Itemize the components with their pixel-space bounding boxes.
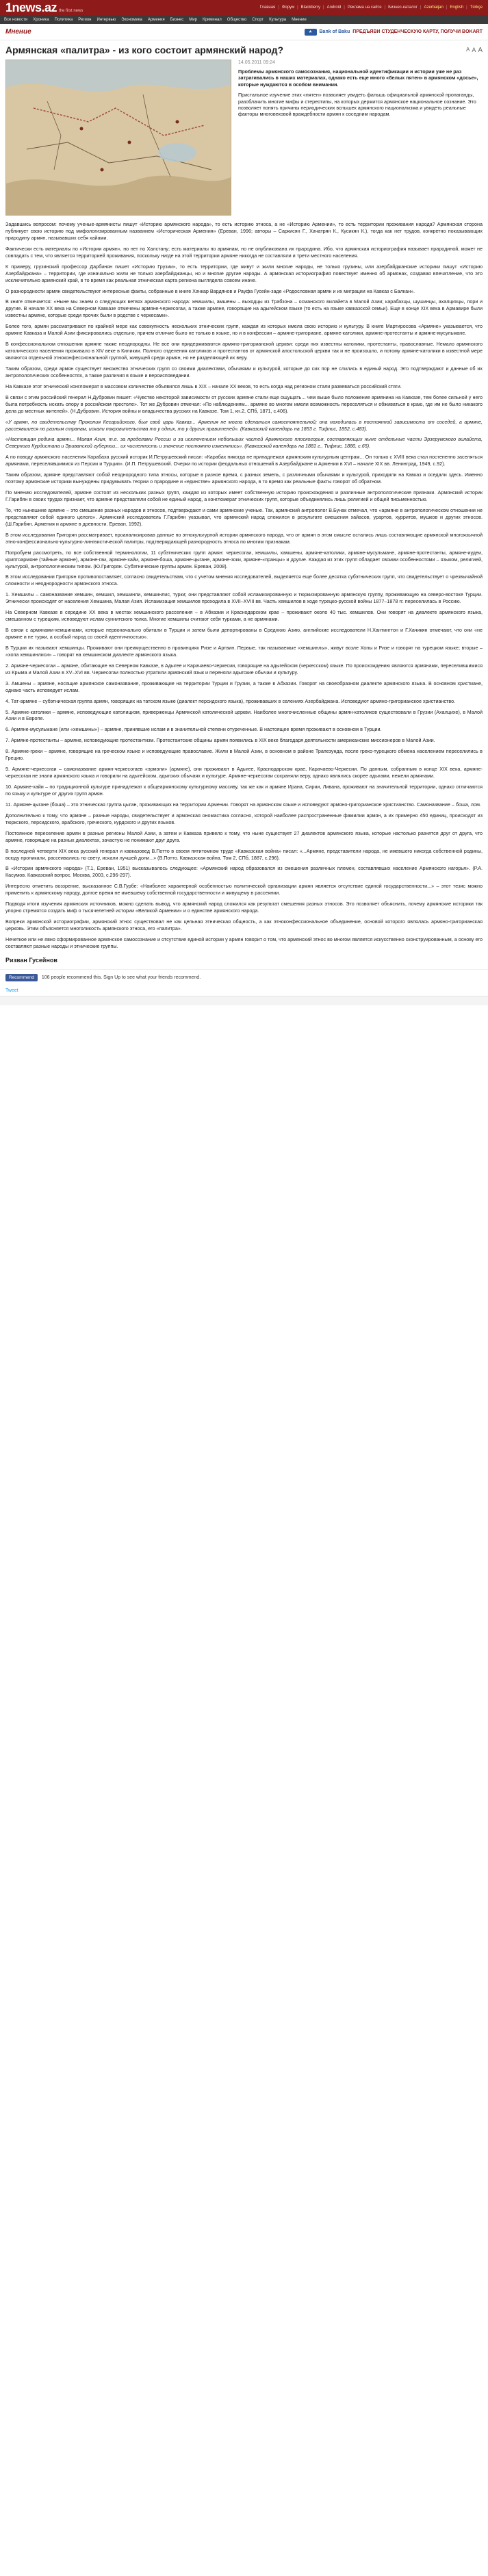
article-paragraph: В «Истории армянского народа» (Т.1, Ереван, 1951) высказывалось следующее: «Армянский народ образовался из смешения различных племен, составлявших население Армянского нагорья». (Р.А. Касумов. Кавказский вопрос. Москва, 2003, с.296-297). [5, 865, 483, 879]
article-author: Ризван Гусейнов [5, 956, 57, 964]
nav-item[interactable]: Экономика [121, 17, 142, 22]
site-header [0, 0, 488, 15]
article-lead-summary: Проблемы армянского самосознания, национальной идентификации и истории уже не раз затрагивались в наших материалах, однако есть еще много «белых пятен» в армянском «досье», которые нуждаются в особом внимании. [238, 68, 478, 88]
facebook-recommend-text: 106 people recommend this. Sign Up to see what your friends recommend. [41, 975, 201, 980]
nav-item[interactable]: Общество [227, 17, 247, 22]
article-paragraph: Вопреки армянской историографии, армянский этнос существовал не как цельная этническая общность, а как этноконфессиональное объединение, основой которого являлась армяно-григорианская церковь. Этим объясняется многоликость армянского этноса, его «палитра». [5, 918, 483, 931]
article-paragraph: Таким образом, среди армян существует множество этнических групп со своими диалектами, обычаями и культурой, которые до сих пор не слились в единый народ. Это подтверждают и данные об их антропологических особенностях, а также различия в языке и вероисповедании. [5, 365, 483, 378]
article-paragraph: «Настоящая родина армян... Малая Азия, т.е. за пределами России и за исключением небольших частей Армянского плоскогорья, составляющих ныне отдельные части Эрзерумского вилайета, Северного Курдистана и Эриванской губернии... их численность и значение постоянно изменялись». (Кавказский календарь на 1881 г., Тифлис, 1880, с.65). [5, 436, 483, 450]
article-paragraph: 6. Армяне-мусульмане (или «хемшины») – армяне, принявшие ислам и в значительной степени отуреченные. В настоящее время проживают в основном в Турции. [5, 726, 382, 733]
article-paragraph: В связи с армянами-хемшинами, которые первоначально обитали в Турции и затем были депортированы в Среднюю Азию, английские исследователи Н.Хантингтон и Г.Хачикян отмечают, что они «не армяне и не турки, а особый народ со своей идентичностью». [5, 627, 483, 640]
article-paragraph: А по поводу армянского населения Карабаха русский историк И.Петрушевский писал: «Карабах никогда не принадлежал армянским культурным центрам... Он только с XVIII века стал постепенно заселяться армянами, переселявшимися из Персии и Турции». (И.П. Петрушевский. Очерки по истории феодальных отношений в Азербайджане и Армении в XVI – начале XIX вв. Ленинград, 1949, с.92). [5, 454, 483, 467]
top-link-separator: | [384, 5, 386, 10]
article-paragraph: В последней четверти XIX века русский генерал и кавказовед В.Потто в своем пятитомном труде «Кавказская война» писал: «...Армяне, представители народа, не имевшего никогда собственной родины, всюду проникали, рассеивались по свету, искали лучшей доли...» (В.Потто. Кавказская война. Том 2, СПб, 1887, с.296). [5, 847, 483, 861]
article-paragraph: Задавшись вопросом: почему ученые-армянисты пишут «Историю армянского народа», то есть историю этноса, а не «Историю Армении», то есть территории проживания народа? Армянская сторона публикует свою историю под мифологизированным названием «Историческая Армения» (Ереван, 1996; авторы – Саркисян Г., Хачатрян К., Кусикян К.), тогда как нет трудов, конкретно показывающих прародину армян, называвших себя хайами. [5, 221, 483, 241]
nav-item[interactable]: Армения [147, 17, 165, 22]
article-paragraph: То, что нынешние армяне – это смешение разных народов и этносов, подтверждают и сами армянские ученые. Так, армянский антрополог В.Бунак отмечал, что «армяне в антропологическом отношении не представляют собой единого целого». Армянский исследователь Г.Гарибян указывал, что армянский народ сложился в результате смешения хайасов, урартов, хурритов, мушков и других этносов. (Ш.Гарибян. Армения и армяне в древности. Ереван, 1992). [5, 506, 483, 527]
article-paragraph: 2. Армяне-черкесогаи – армяне, обитающие на Северном Кавказе, в Адыгее и Карачаево-Черкесии, говорящие на адыгейском (черкесском) языке. По происхождению являются армянами, переселившимися из Крыма и Малой Азии в XV–XVI вв. Черкесогаи полностью утратили армянский язык и переняли адыгские обычаи и культуру. [5, 662, 483, 675]
article-paragraph: К примеру, грузинский профессор Дарбинян пишет «Историю Грузии», то есть территории, где живут и жили многие народы, не только грузины, или азербайджанские историки пишут «Историю Азербайджана» – территории, где изначально жили не только азербайджанцы, но и многие другие народы. А армянская историография повествует именно об армянах, создавая впечатление, что это исключительно армянский край, в то время как реальная этническая карта региона выглядела совсем иначе. [5, 263, 483, 283]
top-link-separator: | [297, 5, 298, 10]
nav-item[interactable]: Интервью [97, 17, 116, 22]
article-paragraph: 9. Армяне-черкесогаи – самоназвание армян-черкесогаев «эрмэли» (армяне), они проживают в Адыгее, Краснодарском крае, Карачаево-Черкесии. По данным, собранным в конце XIX века, армяне-черкесогаи не знали армянского языка и говорили на адыгейском, адыгских обычаях и культуре. Армяне-черкесогаи сохраняли веру, однако являлись скорее адыгами, нежели армянами. [5, 766, 483, 780]
top-link[interactable]: Azerbaijan [424, 5, 444, 10]
top-link[interactable]: Бизнес-каталог [388, 5, 418, 10]
article-body [0, 216, 488, 950]
section-bar [0, 24, 488, 40]
footer-strip [0, 996, 488, 1005]
article-paragraph: 4. Тат-армяне – субэтническая группа армян, говорящих на татском языке (диалект персидского языка), проживавших в селениях Азербайджана. Исповедуют армяно-григорианское христианство. [5, 697, 456, 704]
top-links [259, 5, 483, 10]
top-link[interactable]: Blackberry [300, 5, 321, 10]
article-lead [0, 60, 488, 216]
bank-logo-icon: ★ [305, 29, 317, 36]
tweet-link[interactable]: Tweet [5, 988, 18, 993]
article-paragraph: Нечеткое или не явно сформированное армянское самосознание и отсутствие единой истории у армян говорит о том, что армянский этнос во многом является искусственно сконструированным, а основу его составляют разные народы и этнические группы. [5, 936, 483, 949]
lead-text-column [238, 60, 482, 216]
article-paragraph: «У армян, по свидетельству Прокопия Кесарийского, был свой царь Кавказ... Армения не могла сделаться самостоятельной; она находилась в постоянной зависимости от соседей, а армяне, рассеявшиеся по разным странам, искали покровительства то у одних, то у других правителей». (Кавказский календарь на 1853 г. Тифлис, 1852, с.483). [5, 418, 483, 432]
article-paragraph: Таким образом, армяне представляют собой неоднородного типа этносы, которые в разное время, с разных земель, с различными обычаями и культурой, приходили на Кавказ и оседали здесь. Именно поэтому армянские историки вынуждены придумывать теории о прародине и «единстве» армянского народа, в то время как реальные факты говорят об обратном. [5, 472, 483, 485]
article-map-image [5, 60, 231, 216]
article-paragraph: На Кавказе этот этнический конгломерат в массовом количестве объявился лишь в XIX – начале XX веков, то есть когда над регионом стали развеваться российский стяги. [5, 383, 402, 389]
article-paragraph: По мнению исследователей, армяне состоят из нескольких разных групп, каждая из которых имеет собственную историю происхождения и различные антропологические признаки. Армянский историк Г.Гарибян в своих трудах признает, что армяне представляли собой не единый народ, а конгломерат этнических групп, которые объединялись лишь религией и общей письменностью. [5, 489, 483, 502]
top-link[interactable]: English [450, 5, 464, 10]
top-link-separator: | [446, 5, 448, 10]
article-paragraph: 8. Армяне-греки – армяне, говорящие на греческом языке и исповедующие православие. Жили в Малой Азии, в основном в районе Трапезунда, после греко-турецкого обмена населением переселились в Грецию. [5, 748, 483, 762]
article-paragraph: На Северном Кавказе в середине ХХ века в местах хемшинского расселения – в Абхазии и Краснодарском крае – проживают около 40 тыс. хемшилов. Они говорят на диалекте армянского языка, смешанном с турецким, исповедуют ислам суннитского толка. Многие хемшилы считают себя турками, а не армянами. [5, 609, 483, 623]
banner-text: ПРЕДЪЯВИ СТУДЕНЧЕСКУЮ КАРТУ, ПОЛУЧИ BOKART [352, 29, 483, 34]
nav-item[interactable]: Мнение [292, 17, 307, 22]
nav-item[interactable]: Политика [54, 17, 73, 22]
article-paragraph: 11. Армяне-цыгане (боша) – это этническая группа цыган, проживающих на территории Армении. Говорят на армянском языке и исповедуют армяно-григорианское христианство. Самоназвание – боша, лом. [5, 801, 481, 808]
article-paragraph: Попробуем рассмотреть, по все собственной терминологии, 11 субэтнических групп армян: черкесогаи, хемшилы, хамшены, армяне-католики, армяне-мусульмане, армяне-протестанты, армяне-иудеи, криптоармяне (тайные армяне), армяне-гаи, армяне-хайи, армяне-бошa, армяне-цыгане, армяне-зоки, армяне-«пранцы» и другие. Каждая из этих групп обладает своими особенностями – языком, религией, культурой, антропологическим типом. (Ю.Григорян. Субэтнические группы армян. Ереван, 2008). [5, 549, 483, 569]
font-size-controls [466, 47, 483, 54]
font-size-large-button[interactable]: A [478, 46, 483, 54]
bank-banner[interactable] [305, 29, 483, 36]
article-date: 14.05.2011 09:24 [238, 60, 275, 65]
site-logo-subtitle: the first news [59, 8, 84, 13]
nav-item[interactable]: Хроника [33, 17, 49, 22]
banner-bank-name: Bank of Baku [319, 29, 350, 34]
site-logo[interactable]: 1news.az [5, 1, 57, 14]
article-paragraph: В этом исследовании Григорян противопоставляет, согласно свидетельствам, что с учетом мнения исследователей, выделяется еще более десятка субэтнических групп, что свидетельствует о чрезвычайной сложности и неоднородности армянского этноса. [5, 574, 483, 587]
nav-item[interactable]: Все новости [4, 17, 28, 22]
article-paragraph: 7. Армяне-протестанты – армяне, исповедующие протестантизм. Протестантские общины армян появились в XIX веке благодаря деятельности американских миссионеров в Малой Азии. [5, 737, 435, 744]
top-link-separator: | [466, 5, 467, 10]
article-paragraph: Подводя итоги изучения армянских источников, можно сделать вывод, что армянский народ сложился как результат смешения разных этносов. Это позволяет объяснить, почему армянские историки так упорно стремятся создать миф о тысячелетней истории «Великой Армении» и о единстве армянского народа. [5, 901, 483, 914]
facebook-recommend-button[interactable]: Recommend [5, 974, 38, 981]
section-title: Мнение [5, 28, 31, 36]
nav-item[interactable]: Бизнес [170, 17, 184, 22]
social-bar [0, 969, 488, 986]
article-titlebar [0, 40, 488, 60]
top-link-separator: | [420, 5, 422, 10]
article-title: Армянская «палитра» - из кого состоит армянский народ? [5, 44, 284, 55]
article-paragraph: Дополнительно к тому, что армяне – разные народы, свидетельствует и армянская ономастика согласно, которой наиболее распространенные фамилии армян, а их примерно 450 единиц, происходят из тюркского, персидского, арабского, греческого, курдского и других языков. [5, 812, 483, 825]
article-paragraph: Фактически есть материалы по «Истории армян», но нет по Халстану; есть материалы по армянам, но не опубликована их прародина. Ибо, что армянская историография называет прародиной, может не совпадать с тем, что является территорией проживания, поскольку нигде на этой территории армяне никогда не составляли и трети местного населения. [5, 245, 483, 259]
top-link[interactable]: Реклама на сайте [347, 5, 382, 10]
article-paragraph: В книге отмечается: «Ныне мы знаем о следующих ветвях армянского народа: хемшилы, амшены – выходцы из Трабзона – османского вилайета в Малой Азии; карабахцы, шушинцы, ахалцихцы, лори и другие. В начале XX века на Северном Кавказе отмечены армяне-черкесогаи, а также армяне, говорящие на адыгейском языке (то есть на языке кавказской семьи). Еще в конце XIX века в Армавире были известны армяне, которые среди прочих были в родстве с черкесами». [5, 298, 483, 319]
article-paragraph: В Турции их называют хемшинцы. Проживают они преимущественно в провинциях Ризе и Артвин. Первые, так называемые «хемшинлы», живут возле Хопы и Ризе и говорят на турецком языке; вторые – «хопа хемшинлиси» – говорят на хемшинском диалекте армянского языка. [5, 644, 483, 658]
font-size-small-button[interactable]: A [465, 46, 470, 53]
top-link[interactable]: Türkçe [470, 5, 483, 10]
top-link[interactable]: Форум [281, 5, 295, 10]
top-link-separator: | [278, 5, 279, 10]
article-paragraph: 10. Армяне-хайи – по традиционной культуре принадлежат к общеармянскому культурному массиву, так же как и армяне Ирана, Сирии, Ливана, проживают на значительной территории, однако отличаются по языку и культуре от других групп армян. [5, 784, 483, 797]
top-link[interactable]: Android [326, 5, 342, 10]
article-paragraph: 1. Хемшилы – самоназвание хемшин, хемшил, хемшинли, хемшинлис, турки; они представляют собой исламизированную и тюркизированную армянскую группу, проживающую на северо-востоке Турции. Этнически происходят от населения Хемшина, Малая Азия. Исламизация хемшилов проходила в XVII–XVIII вв. Часть хемшилов в ходе турецко-русской войны 1877–1878 гг. переселилась в Россию. [5, 591, 483, 605]
font-size-medium-button[interactable]: A [472, 46, 476, 53]
article-paragraph: В этом исследовании Григорян рассматривает, проанализировав данные по этнокультурной истории армянского народа, что от армян в этом смысле остались лишь составляющие армянской многоязычной этно-конфессионально-культурно-лингвистической палитры, подтверждающей разнородность этноса по многим признакам. [5, 531, 483, 545]
article-paragraph: В конфессиональном отношении армяне также неоднородны. Не все они придерживаются армяно-григорианской церкви: среди них известны католики, протестанты, православные. Немало армянского католического населения проживало в XIV веке в Киликии. Полного отделения католиков и протестантов от армянской апостольской церкви так и не произошло, и потому армяне-католики в известной мере являются отдельной этноконфессиональной группой, живущей среди армян, но не разделяющей их веру. [5, 341, 483, 361]
article-paragraph: Более того, армян рассматривают по крайней мере как совокупность нескольких этнических групп, каждая из которых имела свою историю и культуру. В книге Мартиросова «Армяне» указывается, что армяне Кавказа и Малой Азии фиксировались отдельно, причем отличие было не только в языке, но и в конфессии – армяне-григориане, армяне-католики, армяне-протестанты и армяне-мусульмане. [5, 323, 483, 337]
nav-item[interactable]: Мир [189, 17, 197, 22]
article-paragraph: 3. Амшены – армяне, носящие армянское самоназвание, проживающие на территории Турции и Грузии, а также в Абхазии. Говорят на своеобразном диалекте армянского языка. В основном христиане, однако часть исповедует ислам. [5, 680, 483, 693]
nav-item[interactable]: Регион [78, 17, 92, 22]
historical-map-graphic [6, 60, 231, 216]
nav-item[interactable]: Культура [269, 17, 287, 22]
main-nav [0, 15, 488, 24]
article-paragraph: О разнородности армян свидетельствуют интересные факты, собранные в книге Хачкар Вардянов и Рауфа Гусейн-заде «Родословная армян и их миграции на Кавказ с Балкан». [5, 287, 415, 294]
nav-item[interactable]: Криминал [202, 17, 222, 22]
article-lead-text: Пристальное изучение этих «пятен» позволяет увидеть фальшь официальной армянской пропаганды, разоблачить многие мифы и стереотипы, на которых держится армянское национальное сознание. Это позволяет понять причины периодических вспышек армянского национализма и увидеть реальные факторы многовековой враждебности армян к соседним народам. [238, 92, 476, 118]
top-link-separator: | [323, 5, 324, 10]
nav-item[interactable]: Спорт [252, 17, 264, 22]
article-paragraph: В связи с этим российский генерал Н.Дубровин пишет: «Чувство некоторой зависимости от русских армяне стали еще ощущать... чем выше было положение армянина на Кавказе, тем более сильной у него была потребность искать опору в российском престоле». Тот же Дубровин отмечал: «По наблюдениям... армяне во многом имели возможность переселяться и обживаться в краю, где им не было никакого дела до местных жителей». (Н.Дубровин. История войны и владычества русских на Кавказе. Том 1, кн.2, СПб, 1871, с.406). [5, 394, 483, 414]
top-link-separator: | [344, 5, 345, 10]
article-paragraph: Постоянное переселение армян в разные регионы Малой Азии, а затем и Кавказа привело к тому, что ныне существует 27 диалектов армянского языка, которые настолько разнятся друг от друга, что армяне, говорящие на разных диалектах, зачастую не понимают друг друга. [5, 829, 483, 843]
top-link[interactable]: Главная [259, 5, 276, 10]
article-paragraph: 5. Армяне-католики – армяне, исповедующие католицизм, приверженцы Армянской католической церкви. Наиболее многочисленные общины армян-католиков существовали в Грузии (Ахалцихе), в Малой Азии и в Европе. [5, 708, 483, 722]
article-paragraph: Интересно отметить воззрение, высказанное С.В.Гурбе: «Наиболее характерной особенностью политической организации армян является отсутствие единой государственности...» – этот тезис можно применить к армянскому народу, долгое время не имевшему собственной государственности и живущему в рассеянии. [5, 883, 483, 897]
